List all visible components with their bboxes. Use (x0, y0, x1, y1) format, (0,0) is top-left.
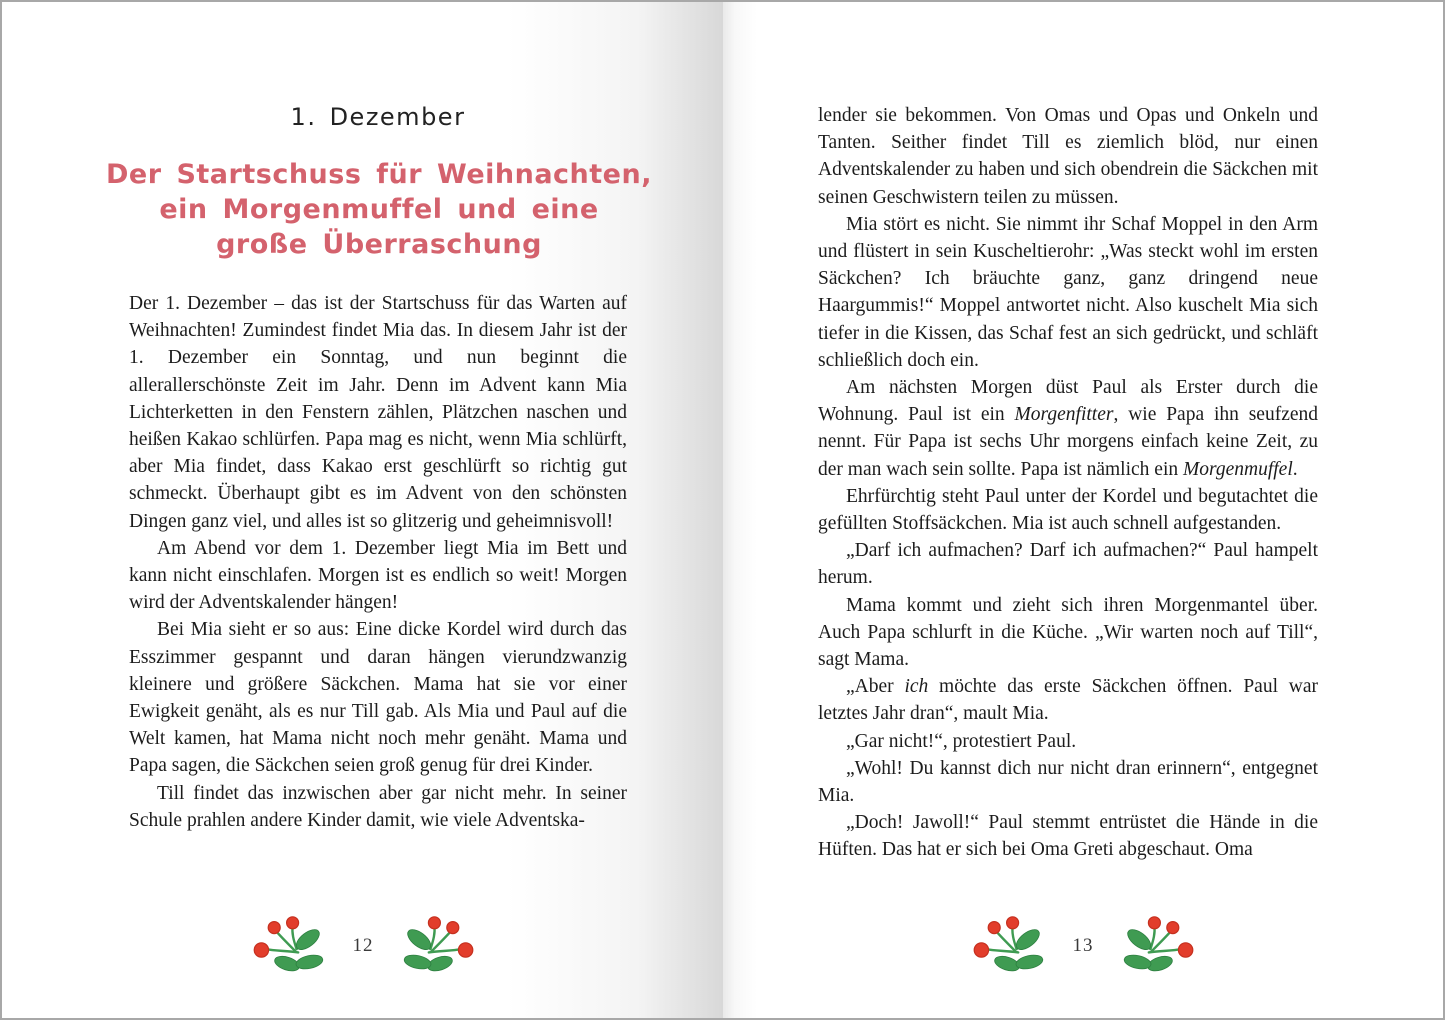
page-number: 13 (1072, 935, 1094, 956)
text-run: Am Abend vor dem 1. Dezember liegt Mia im Bett und kann nicht einschlafen. Morgen ist es endlich so weit! Morgen wird der Adventskalender hängen! (129, 537, 627, 614)
right-page-body (818, 102, 1318, 864)
text-run: „Gar nicht!“, protestiert Paul. (846, 730, 1077, 752)
text-run: lender sie bekommen. Von Omas und Opas und Onkeln und Tanten. Seither findet Till es ziemlich blöd, nur einen Adventskalender zu haben und sich obendrein die Säckchen mit seinen Geschwistern teilen zu müssen. (818, 105, 1318, 208)
text-run: „Doch! Jawoll!“ Paul stemmt entrüstet die Hände in die Hüften. Das hat er sich bei Oma Greti abgeschaut. Oma (818, 812, 1318, 861)
page-number: 12 (352, 935, 374, 956)
text-run: Mia stört es nicht. Sie nimmt ihr Schaf Moppel in den Arm und flüstert in sein Kuscheltierohr: „Was steckt wohl im ersten Säckchen? Ich bräuchte ganz, ganz dringend neue Haargummis!“ Moppel antwortet nicht. Also kuschelt Mia sich tiefer in die Kissen, das Schaf fest an sich gedrückt, und schläft schließlich doch ein. (818, 213, 1318, 371)
chapter-title-line-3: große Überraschung (216, 229, 542, 260)
text-run: . (1292, 458, 1298, 480)
left-page-body (129, 290, 627, 834)
paragraph (818, 755, 1318, 809)
text-run: Bei Mia sieht er so aus: Eine dicke Kordel wird durch das Esszimmer gespannt und daran hängen vierundzwanzig kleinere und größere Säckchen. Mama hat sie vor einer Ewigkeit genäht, als es nur Till gab. Als Mia und Paul auf die Welt kamen, hat Mama nicht noch mehr genäht. Mama und Papa sagen, die Säckchen seien groß genug für drei Kinder. (129, 619, 627, 777)
chapter-title (99, 157, 659, 262)
paragraph (129, 780, 627, 834)
berry-sprig-icon (400, 911, 480, 981)
paragraph (818, 592, 1318, 674)
berry-sprig-icon (247, 911, 327, 981)
text-run: „Wohl! Du kannst dich nur nicht dran erinnern“, entgegnet Mia. (818, 757, 1318, 807)
text-run: , wie Papa ihn seufzend nennt. Für Papa ist sechs Uhr morgens einfach keine Zeit, zu der man wach sein sollte. Papa ist nämlich ein (818, 404, 1319, 480)
page-left (2, 2, 723, 1018)
text-run: „Darf ich aufmachen? Darf ich aufmachen?“ Paul hampelt herum. (818, 540, 1318, 589)
text-run: Ehrfürchtig steht Paul unter der Kordel und begutachtet die gefüllten Stoffsäckchen. Mia ist auch schnell aufgestanden. (818, 485, 1318, 535)
berry-sprig-icon (1120, 911, 1200, 981)
chapter-title-line-2: ein Morgenmuffel und eine (159, 194, 599, 225)
italic-text-run: Morgenmuffel (1183, 458, 1293, 480)
right-page-footer (833, 904, 1333, 988)
chapter-date: 1. Dezember (290, 103, 466, 131)
text-run: möchte das erste Säckchen öffnen. Paul war letztes Jahr dran“, mault Mia. (818, 676, 1319, 725)
text-run: Mama kommt und zieht sich ihren Morgenmantel über. Auch Papa schlurft in die Küche. „Wir warten noch auf Till“, sagt Mama. (818, 594, 1318, 671)
italic-text-run: ich (904, 676, 929, 698)
text-run: Am nächsten Morgen düst Paul als Erster durch die Wohnung. Paul ist ein (818, 377, 1318, 426)
paragraph (129, 535, 627, 617)
berry-sprig-icon (967, 911, 1047, 981)
text-run: „Aber (846, 676, 905, 698)
paragraph (818, 809, 1318, 863)
paragraph (818, 483, 1318, 537)
chapter-title-line-1: Der Startschuss für Weihnachten, (106, 159, 652, 190)
paragraph (818, 211, 1318, 374)
paragraph (818, 728, 1318, 755)
paragraph (818, 374, 1318, 483)
italic-text-run: Morgenfitter (1014, 404, 1114, 426)
paragraph (129, 290, 627, 535)
text-run: Der 1. Dezember – das ist der Startschuss für das Warten auf Weihnachten! Zumindest findet Mia das. In diesem Jahr ist der 1. Dezember ein Sonntag, und nun beginnt die allerallerschönste Zeit im Jahr. Denn im Advent kann Mia Lichterketten in den Fenstern zählen, Plätzchen naschen und heißen Kakao schlürfen. Papa mag es nicht, wenn Mia schlürft, aber Mia findet, dass Kakao erst geschlürft so richtig gut schmeckt. Überhaupt gibt es im Advent von den schönsten Dingen ganz viel, und alles ist so glitzerig und geheimnisvoll! (129, 293, 627, 532)
page-right (723, 2, 1443, 1018)
paragraph (818, 537, 1318, 591)
paragraph (818, 102, 1318, 211)
paragraph (818, 673, 1318, 727)
paragraph (129, 616, 627, 779)
left-page-footer (114, 904, 612, 988)
text-run: Till findet das inzwischen aber gar nicht mehr. In seiner Schule prahlen andere Kinder damit, wie viele Adventska- (129, 782, 627, 831)
